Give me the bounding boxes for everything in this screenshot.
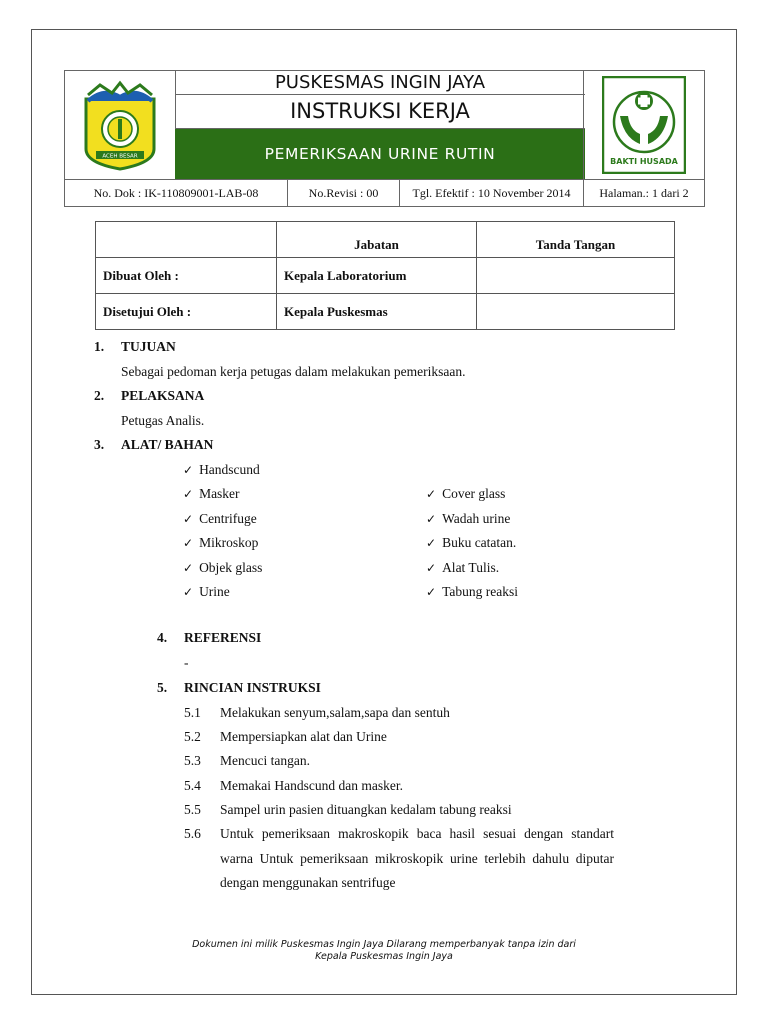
list-item: ✓ Alat Tulis. [426,560,500,575]
row-jabatan: Kepala Laboratorium [277,258,477,294]
checkmark-icon: ✓ [183,536,194,550]
logo-left-lettering: ACEH BESAR [102,153,138,160]
section-1-title: TUJUAN [121,339,176,354]
list-item: ✓ Buku catatan. [426,535,517,550]
instruction-number: 5.1 [184,705,201,720]
section-4-text: - [184,655,189,670]
signature-cell [477,294,675,330]
list-item: ✓ Urine [183,584,230,599]
section-5-title: RINCIAN INSTRUKSI [184,680,321,695]
instruction-text: Untuk pemeriksaan makroskopik baca hasil sesuai dengan standart warna Untuk pemeriksaan mikroskopik urine terlebih dahulu diputar dengan menggunakan sentrifuge [220,826,614,890]
table-row [96,258,675,294]
signature-cell [477,258,675,294]
section-3-number: 3. [94,437,105,452]
section-3-title: ALAT/ BAHAN [121,437,214,452]
section-2-text: Petugas Analis. [121,413,205,428]
list-item: ✓ Tabung reaksi [426,584,518,599]
instruction-text: Melakukan senyum,salam,sapa dan sentuh [220,705,450,720]
no-revisi: No.Revisi : 00 [288,180,400,206]
section-2-number: 2. [94,388,105,403]
section-5-number: 5. [157,680,168,695]
no-dok: No. Dok : IK-110809001-LAB-08 [65,180,288,206]
list-item: ✓ Cover glass [426,486,506,501]
checkmark-icon: ✓ [426,561,437,575]
row-label: Disetujui Oleh : [96,294,277,330]
tgl-efektif: Tgl. Efektif : 10 November 2014 [400,180,584,206]
instruction-number: 5.2 [184,729,201,744]
doc-type: INSTRUKSI KERJA [175,95,585,129]
footer-note [150,939,618,963]
checkmark-icon: ✓ [183,585,194,599]
document-header [64,70,705,207]
org-name: PUSKESMAS INGIN JAYA [175,71,585,95]
section-4-title: REFERENSI [184,630,262,645]
instruction-text: Memakai Handscund dan masker. [220,778,403,793]
approval-header-row [96,222,675,258]
section-1-text: Sebagai pedoman kerja petugas dalam melakukan pemeriksaan. [121,364,466,379]
checkmark-icon: ✓ [426,512,437,526]
checkmark-icon: ✓ [183,512,194,526]
section-4-number: 4. [157,630,168,645]
list-item: ✓ Mikroskop [183,535,259,550]
list-item: ✓ Objek glass [183,560,263,575]
instruction-number: 5.3 [184,753,201,768]
approval-table [95,221,675,330]
section-2-title: PELAKSANA [121,388,205,403]
col-jabatan: Jabatan [277,222,477,258]
instruction-text: Mempersiapkan alat dan Urine [220,729,387,744]
checkmark-icon: ✓ [426,585,437,599]
regency-emblem-icon [78,79,162,171]
checkmark-icon: ✓ [183,463,194,477]
list-item: ✓ Wadah urine [426,511,511,526]
row-jabatan: Kepala Puskesmas [277,294,477,330]
doc-title: PEMERIKSAAN URINE RUTIN [175,129,585,179]
instruction-number: 5.6 [184,826,201,841]
list-item: ✓ Centrifuge [183,511,257,526]
bakti-husada-emblem-icon [602,76,686,174]
table-row [96,294,675,330]
instruction-number: 5.5 [184,802,201,817]
document-meta-row [65,179,704,206]
list-item: ✓ Handscund [183,462,260,477]
instruction-number: 5.4 [184,778,201,793]
footer-line-2: Kepala Puskesmas Ingin Jaya [315,951,453,962]
checkmark-icon: ✓ [183,561,194,575]
logo-right-lettering: BAKTI HUSADA [610,157,678,166]
row-label: Dibuat Oleh : [96,258,277,294]
footer-line-1: Dokumen ini milik Puskesmas Ingin Jaya Dilarang memperbanyak tanpa izin dari [192,939,576,950]
checkmark-icon: ✓ [426,536,437,550]
halaman: Halaman.: 1 dari 2 [599,186,689,200]
section-1-number: 1. [94,339,105,354]
instruction-text: Sampel urin pasien dituangkan kedalam tabung reaksi [220,802,512,817]
list-item: ✓ Masker [183,486,240,501]
aceh-besar-logo [65,71,176,179]
instruction-text: Mencuci tangan. [220,753,310,768]
checkmark-icon: ✓ [183,487,194,501]
bakti-husada-logo [583,71,704,179]
col-tanda-tangan: Tanda Tangan [477,222,675,258]
checkmark-icon: ✓ [426,487,437,501]
